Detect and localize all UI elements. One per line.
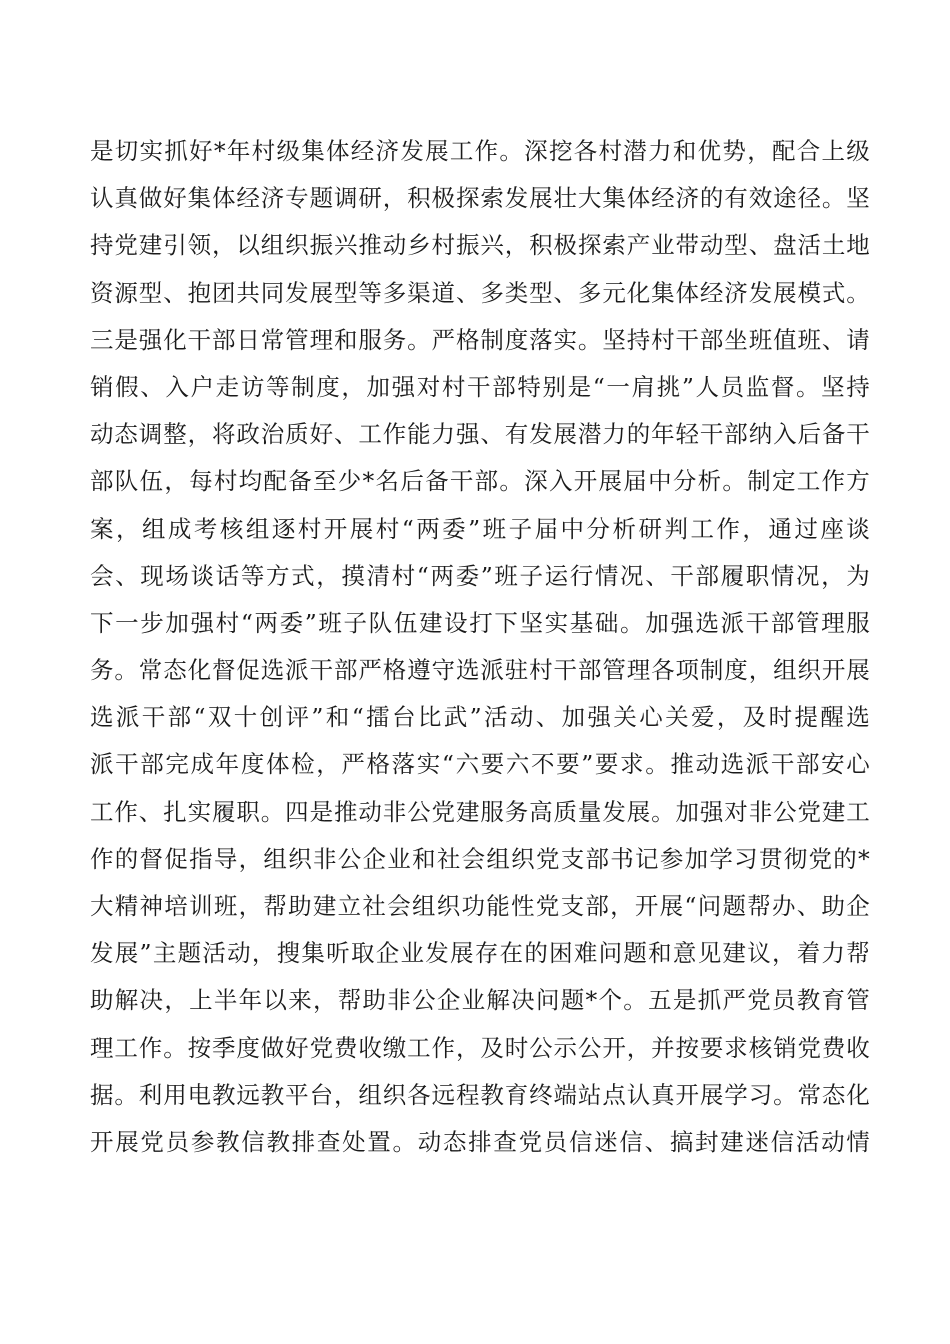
text-line-11: 下一步加强村“两委”班子队伍建设打下坚实基础。加强选派干部管理服 (90, 608, 870, 637)
text-line-18: 发展”主题活动，搜集听取企业发展存在的困难问题和意见建议，着力帮 (90, 939, 870, 968)
text-line-6: 销假、入户走访等制度，加强对村干部特别是“一肩挑”人员监督。坚持 (90, 372, 870, 401)
text-line-20: 理工作。按季度做好党费收缴工作，及时公示公开，并按要求核销党费收 (90, 1033, 870, 1062)
text-line-17: 大精神培训班，帮助建立社会组织功能性党支部，开展“问题帮办、助企 (90, 892, 870, 920)
text-line-13: 选派干部“双十创评”和“擂台比武”活动、加强关心关爱，及时提醒选 (90, 703, 870, 732)
text-line-4: 资源型、抱团共同发展型等多渠道、多类型、多元化集体经济发展模式。 (90, 278, 870, 307)
text-line-10: 会、现场谈话等方式，摸清村“两委”班子运行情况、干部履职情况，为 (90, 561, 870, 590)
body-text (90, 128, 870, 1166)
text-line-2: 认真做好集体经济专题调研，积极探索发展壮大集体经济的有效途径。坚 (90, 184, 870, 213)
text-line-9: 案，组成考核组逐村开展村“两委”班子届中分析研判工作，通过座谈 (90, 514, 870, 543)
text-line-12: 务。常态化督促选派干部严格遵守选派驻村干部管理各项制度，组织开展 (90, 656, 870, 685)
text-line-5: 三是强化干部日常管理和服务。严格制度落实。坚持村干部坐班值班、请 (90, 325, 870, 354)
text-line-14: 派干部完成年度体检，严格落实“六要六不要”要求。推动选派干部安心 (90, 750, 870, 779)
text-line-3: 持党建引领，以组织振兴推动乡村振兴，积极探索产业带动型、盘活土地 (90, 231, 870, 260)
text-line-16: 作的督促指导，组织非公企业和社会组织党支部书记参加学习贯彻党的* (90, 844, 870, 873)
text-line-7: 动态调整，将政治质好、工作能力强、有发展潜力的年轻干部纳入后备干 (90, 420, 870, 449)
text-line-21: 据。利用电教远教平台，组织各远程教育终端站点认真开展学习。常态化 (90, 1080, 870, 1109)
text-line-8: 部队伍，每村均配备至少*名后备干部。深入开展届中分析。制定工作方 (90, 467, 870, 496)
text-line-22: 开展党员参教信教排查处置。动态排查党员信迷信、搞封建迷信活动情 (90, 1127, 870, 1156)
text-line-19: 助解决，上半年以来，帮助非公企业解决问题*个。五是抓严党员教育管 (90, 986, 870, 1015)
text-line-1: 是切实抓好*年村级集体经济发展工作。深挖各村潜力和优势，配合上级 (90, 137, 870, 165)
text-line-15: 工作、扎实履职。四是推动非公党建服务高质量发展。加强对非公党建工 (90, 797, 870, 826)
